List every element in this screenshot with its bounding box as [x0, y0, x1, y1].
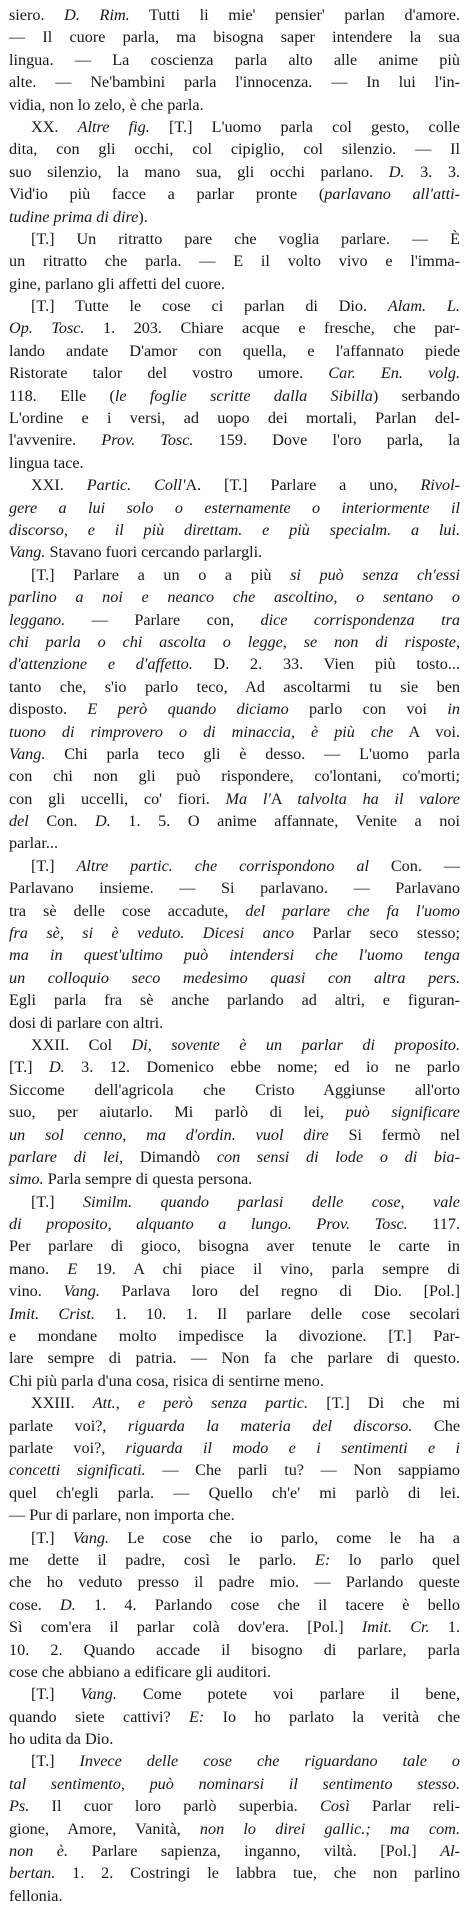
italic-text: non lo direi gallic.; ma com.: [199, 1819, 460, 1838]
text-segment: l'avvenire.: [9, 431, 102, 450]
italic-text: tal sentimento, può nominarsi il sentimento stesso.: [9, 1774, 460, 1793]
text-segment: con gli uccelli, co' fiori.: [9, 789, 226, 808]
text-segment: vidia, non lo zelo, è che parla.: [9, 95, 204, 114]
text-line: [9, 1258, 460, 1280]
text-segment: Egli parla fra sè anche parlando ad altri, e figuran-: [9, 991, 460, 1010]
text-segment: 118. Elle (: [9, 386, 115, 405]
text-line: [9, 1370, 460, 1392]
italic-text: D.: [95, 812, 111, 831]
text-segment: [T.]: [31, 856, 77, 875]
text-segment: Per parlare di gioco, bisogna aver tenute le carte in: [9, 1237, 460, 1256]
italic-text: del parlare che fa l'uomo: [245, 901, 460, 920]
text-segment: Si fermò nel: [328, 1125, 460, 1144]
text-segment: Parlare sapienza, inganno, viltà. [Pol.]: [68, 1842, 441, 1861]
text-segment: tanto che, s'io parlo teco, Ad ascoltarmi tu sie ben: [9, 677, 460, 696]
italic-text: Così: [320, 1797, 350, 1816]
text-line: [9, 1079, 460, 1101]
text-segment: Chi più parla d'una cosa, risica di sentirne meno.: [9, 1371, 324, 1390]
text-segment: 1. 4. Parlando cose che il tacere è bello: [75, 1595, 460, 1614]
text-line: [9, 1504, 460, 1526]
italic-text: Rivol-: [420, 476, 460, 495]
italic-text: D.: [388, 162, 405, 181]
text-segment: quando siete cattivi?: [9, 1707, 190, 1726]
text-segment: cose che abbiano a edificare gli auditori.: [9, 1662, 272, 1681]
text-line: [9, 1750, 460, 1772]
text-segment: quel ch'egli parla. — Quello ch'e' mi parlò di lei.: [9, 1483, 460, 1502]
text-segment: 19. A chi piace il vino, parla sempre di: [77, 1259, 460, 1278]
text-line: [9, 676, 460, 698]
text-segment: — Pur di parlare, non importa che.: [9, 1506, 235, 1525]
text-line: [9, 161, 460, 183]
text-segment: suo, per aiutarlo. Mi parlò di lei,: [9, 1103, 346, 1122]
text-line: [9, 922, 460, 944]
italic-text: Vang.: [63, 1282, 100, 1301]
italic-text: del: [9, 812, 29, 831]
text-line: [9, 944, 460, 966]
text-segment: Parlar seco stesso;: [294, 924, 460, 943]
italic-text: in: [447, 700, 460, 719]
text-segment: mano.: [9, 1259, 68, 1278]
text-line: [9, 1056, 460, 1078]
text-line: [9, 541, 460, 563]
text-segment: A. [T.] Parlare a uno,: [185, 476, 421, 495]
text-line: [9, 1482, 460, 1504]
text-line: [9, 474, 460, 496]
italic-text: di proposito, alquanto a lungo. Prov. Tosc.: [9, 1215, 408, 1234]
italic-text: un sol cenno, ma d'ordin. vuol dire: [9, 1125, 329, 1144]
text-segment: lingua. — La coscienza parla alto alle anime più: [9, 50, 460, 69]
italic-text: simo.: [9, 1170, 44, 1189]
italic-text: leggano.: [9, 610, 66, 629]
italic-text: Att., e però senza partic.: [92, 1394, 309, 1413]
italic-text: Vang.: [72, 1528, 110, 1547]
text-segment: [T.]: [31, 1192, 83, 1211]
text-segment: dosi di parlare con altri.: [9, 1013, 164, 1032]
text-line: [9, 967, 460, 989]
text-line: [9, 183, 460, 205]
text-line: [9, 26, 460, 48]
text-segment: vino.: [9, 1282, 64, 1301]
text-line: [9, 273, 460, 295]
text-segment: 10. 2. Quando accade il bisogno di parlare, parla: [9, 1640, 460, 1659]
text-segment: Il cuor loro parlò superbia.: [29, 1797, 321, 1816]
italic-text: Vang.: [80, 1685, 117, 1704]
text-line: [9, 1235, 460, 1257]
italic-text: Similm. quando parlasi delle cose, vale: [82, 1192, 460, 1211]
text-line: [9, 497, 460, 519]
text-line: [9, 228, 460, 250]
text-segment: lando andate D'amor con quella, e l'affannato piede: [9, 341, 460, 360]
text-segment: [T.] L'uomo parla col gesto, colle: [149, 117, 460, 136]
text-line: [9, 1124, 460, 1146]
text-line: [9, 94, 460, 116]
text-segment: Stavano fuori cercando parlargli.: [45, 543, 263, 562]
italic-text: Ma l': [225, 789, 271, 808]
italic-text: d'attenzione e d'affetto.: [9, 655, 193, 674]
text-segment: 1. 5. O anime affannate, Venite a noi: [110, 812, 460, 831]
italic-text: chi parla o chi ascolta o legge, se non di risposte,: [9, 632, 460, 651]
text-line: [9, 250, 460, 272]
italic-text: fra sè, si è veduto. Dicesi anco: [9, 924, 295, 943]
text-segment: con chi non gli può rispondere, co'lontani, co'morti;: [9, 767, 460, 786]
text-line: [9, 564, 460, 586]
text-segment: 1. 2. Costringi le labbra tue, che non parlino: [55, 1864, 460, 1883]
text-segment: un ritratto che parla. — E il volto vivo e l'imma-: [9, 252, 460, 271]
text-line: [9, 1415, 460, 1437]
text-segment: gine, parlano gli affetti del cuore.: [9, 274, 225, 293]
text-line: [9, 586, 460, 608]
text-line: [9, 1840, 460, 1862]
text-segment: lare sempre di patria. — Non fa che parlare di questo.: [9, 1349, 460, 1368]
italic-text: tudine prima di dire: [9, 207, 139, 226]
italic-text: Vang.: [9, 744, 46, 763]
text-line: [9, 317, 460, 339]
text-line: [9, 1392, 460, 1414]
text-segment: parlate voi?,: [9, 1416, 128, 1435]
italic-text: dice corrispondenza tra: [260, 610, 460, 629]
text-segment: Parla sempre di questa persona.: [43, 1170, 253, 1189]
text-line: [9, 1325, 460, 1347]
text-segment: Parlava loro del regno di Dio. [Pol.]: [99, 1282, 461, 1301]
text-segment: Siccome dell'agricola che Cristo Aggiunse all'orto: [9, 1080, 460, 1099]
text-line: [9, 116, 460, 138]
text-line: [9, 429, 460, 451]
text-segment: [T.]: [31, 1685, 81, 1704]
text-line: [9, 609, 460, 631]
text-line: [9, 1437, 460, 1459]
italic-text: Imit. Cr.: [361, 1618, 430, 1637]
italic-text: ma in quest'ultimo può intendersi che l'uomo tenga: [9, 946, 460, 965]
text-line: [9, 295, 460, 317]
text-line: [9, 653, 460, 675]
italic-text: D. Rim.: [64, 6, 130, 24]
text-segment: — Il cuore parla, ma bisogna saper intendere la sua: [9, 28, 460, 47]
text-line: [9, 832, 460, 854]
italic-text: può significare: [345, 1103, 460, 1122]
italic-text: gere a lui solo o esternamente o interiormente il: [9, 498, 460, 517]
text-line: [9, 1347, 460, 1369]
italic-text: bertan.: [9, 1864, 56, 1883]
text-segment: [T.] Un ritratto pare che voglia parlare. — È: [31, 229, 460, 248]
text-segment: alte. — Ne'bambini parla l'innocenza. — In lui l'in-: [9, 73, 460, 92]
text-line: [9, 698, 460, 720]
text-line: [9, 340, 460, 362]
text-segment: Sì com'era il parlar colà dov'era. [Pol.]: [9, 1618, 362, 1637]
text-segment: Dimandò: [123, 1147, 217, 1166]
text-line: [9, 989, 460, 1011]
text-segment: L'ordine e i versi, ad uopo dei mortali, Parlan del-: [9, 409, 460, 428]
text-line: [9, 407, 460, 429]
text-segment: 159. Dove l'oro parla, la: [193, 431, 460, 450]
text-segment: e mondane molto impedisce la divozione. [T.] Par-: [9, 1327, 460, 1346]
text-line: [9, 452, 460, 474]
text-line: [9, 362, 460, 384]
text-line: [9, 1303, 460, 1325]
text-line: [9, 743, 460, 765]
italic-text: Prov. Tosc.: [101, 431, 194, 450]
italic-text: parlavano all'atti-: [324, 185, 460, 204]
text-segment: 1.: [429, 1618, 460, 1637]
italic-text: parlare di lei,: [9, 1147, 124, 1166]
italic-text: tuono di rimprovero o di minaccia, è più che: [9, 722, 394, 741]
italic-text: Alam. L.: [387, 297, 460, 316]
italic-text: concetti significati.: [9, 1461, 146, 1480]
text-line: [9, 1034, 460, 1056]
italic-text: con sensi di lode o di bia-: [216, 1147, 461, 1166]
text-line: [9, 1594, 460, 1616]
italic-text: D.: [48, 1058, 65, 1077]
text-segment: Vid'io più facce a parlar pronte (: [9, 185, 325, 204]
text-line: [9, 1773, 460, 1795]
text-segment: disposto.: [9, 700, 88, 719]
text-segment: gione, Amore, Vanità,: [9, 1819, 200, 1838]
text-line: [9, 1459, 460, 1481]
text-line: [9, 385, 460, 407]
italic-text: Altre fig.: [77, 117, 150, 136]
text-line: [9, 1168, 460, 1190]
text-line: [9, 765, 460, 787]
text-segment: [T.] Tutte le cose ci parlan di Dio.: [31, 297, 388, 316]
text-segment: Con.: [28, 812, 96, 831]
text-line: [9, 1818, 460, 1840]
italic-text: E però quando diciamo: [87, 700, 289, 719]
text-segment: dita, con gli occhi, col cipiglio, col silenzio. — Il: [9, 140, 460, 159]
italic-text: discorso, e il più direttam. e più specialm. a lui.: [9, 520, 460, 539]
italic-text: Ps.: [9, 1797, 30, 1816]
text-line: [9, 4, 460, 26]
text-line: [9, 1527, 460, 1549]
text-segment: A voi.: [393, 722, 460, 741]
text-line: [9, 1549, 460, 1571]
text-line: [9, 1661, 460, 1683]
text-segment: Con. —: [368, 856, 460, 875]
italic-text: Al-: [440, 1842, 461, 1861]
text-segment: parlate voi?,: [9, 1439, 126, 1457]
text-column: [9, 4, 460, 1907]
italic-text: E:: [189, 1707, 205, 1726]
text-line: [9, 1795, 460, 1817]
text-line: [9, 1146, 460, 1168]
text-segment: XXIII.: [31, 1394, 93, 1413]
text-segment: parlar...: [9, 834, 58, 853]
text-line: [9, 71, 460, 93]
text-line: [9, 1280, 460, 1302]
text-segment: [T.] Parlare a un o a più: [31, 565, 291, 584]
italic-text: parlino a noi e neanco che ascoltino, o sentano o: [9, 588, 460, 607]
text-segment: Io ho parlato la verità che: [204, 1707, 460, 1726]
text-line: [9, 877, 460, 899]
text-line: [9, 788, 460, 810]
italic-text: D.: [60, 1595, 76, 1614]
text-line: [9, 519, 460, 541]
italic-text: Partic. Coll': [86, 476, 186, 495]
italic-text: riguarda il modo e i sentimenti e i: [125, 1439, 460, 1457]
text-line: [9, 1616, 460, 1638]
text-segment: — Che parli tu? — Non sappiamo: [145, 1461, 461, 1480]
italic-text: Op. Tosc.: [9, 319, 85, 338]
italic-text: talvolta ha il valore: [297, 789, 460, 808]
text-segment: parlo con voi: [288, 700, 448, 719]
text-line: [9, 631, 460, 653]
text-line: [9, 1683, 460, 1705]
italic-text: E: [67, 1259, 78, 1278]
text-line: [9, 1191, 460, 1213]
italic-text: riguarda la materia del discorso.: [127, 1416, 413, 1435]
text-segment: suo silenzio, la mano sua, gli occhi parlano.: [9, 162, 389, 181]
text-line: [9, 206, 460, 228]
text-segment: Parlavano insieme. — Si parlavano. — Parlavano: [9, 879, 460, 898]
text-line: [9, 900, 460, 922]
text-segment: me dette il padre, così le parlo.: [9, 1550, 315, 1569]
text-line: [9, 1728, 460, 1750]
text-segment: [T.]: [31, 1752, 80, 1771]
text-line: [9, 49, 460, 71]
text-segment: siero.: [9, 6, 65, 24]
text-segment: ).: [138, 207, 148, 226]
text-segment: ) serbando: [372, 386, 461, 405]
text-segment: [T.]: [31, 1528, 73, 1547]
italic-text: Car. En. volg.: [328, 364, 460, 383]
text-segment: XX.: [31, 117, 78, 136]
text-segment: A: [270, 789, 298, 808]
italic-text: un colloquio seco medesimo quasi con altra pers.: [9, 968, 460, 987]
text-line: [9, 138, 460, 160]
text-line: [9, 1571, 460, 1593]
text-segment: 3. 12. Domenico ebbe nome; ed io ne parlo: [64, 1058, 460, 1077]
text-segment: 1. 10. 1. Il parlare delle cose secolari: [94, 1304, 461, 1323]
text-segment: Come potete voi parlare il bene,: [116, 1685, 460, 1704]
italic-text: si può senza ch'essi: [290, 565, 461, 584]
text-segment: D. 2. 33. Vien più tosto...: [192, 655, 460, 674]
text-segment: [T.] Di che mi: [308, 1394, 460, 1413]
text-segment: Le cose che io parlo, come le ha a: [109, 1528, 460, 1547]
text-line: [9, 1101, 460, 1123]
text-segment: [T.]: [9, 1058, 49, 1077]
italic-text: Imit. Crist.: [9, 1304, 95, 1323]
text-segment: ho udita da Dio.: [9, 1730, 114, 1749]
text-line: [9, 855, 460, 877]
italic-text: non è.: [9, 1842, 69, 1861]
text-segment: Chi parla teco gli è desso. — L'uomo parla: [45, 744, 460, 763]
text-line: [9, 1639, 460, 1661]
text-line: [9, 1862, 460, 1884]
text-line: [9, 1012, 460, 1034]
text-segment: Parlar reli-: [349, 1797, 460, 1816]
text-segment: 1. 203. Chiare acque e fresche, che par-: [84, 319, 460, 338]
italic-text: Vang.: [9, 543, 46, 562]
text-segment: lingua tace.: [9, 453, 84, 472]
text-segment: che ho veduto presso il padre mio. — Parlando queste: [9, 1573, 460, 1592]
text-segment: 3. 3.: [404, 162, 460, 181]
italic-text: Altre partic. che corrispondono al: [76, 856, 369, 875]
text-line: [9, 1213, 460, 1235]
italic-text: Di, sovente è un parlar di proposito.: [131, 1035, 460, 1054]
text-line: [9, 1706, 460, 1728]
italic-text: E:: [314, 1550, 331, 1569]
text-line: [9, 1885, 460, 1907]
text-line: [9, 721, 460, 743]
text-line: [9, 810, 460, 832]
text-segment: tra sè delle cose accadute,: [9, 901, 246, 920]
text-segment: XXI.: [31, 476, 87, 495]
text-segment: 117.: [407, 1215, 460, 1234]
italic-text: le foglie scritte dalla Sibilla: [114, 386, 373, 405]
text-segment: fellonia.: [9, 1886, 63, 1905]
text-segment: — Parlare con,: [65, 610, 261, 629]
text-segment: Ristorate talor del vostro umore.: [9, 364, 329, 383]
text-segment: lo parlo quel: [330, 1550, 460, 1569]
italic-text: Invece delle cose che riguardano tale o: [79, 1752, 460, 1771]
text-segment: XXII. Col: [31, 1035, 132, 1054]
text-segment: Tutti li mie' pensier' parlan d'amore.: [129, 6, 461, 24]
text-segment: cose.: [9, 1595, 61, 1614]
text-segment: Che: [412, 1416, 461, 1435]
